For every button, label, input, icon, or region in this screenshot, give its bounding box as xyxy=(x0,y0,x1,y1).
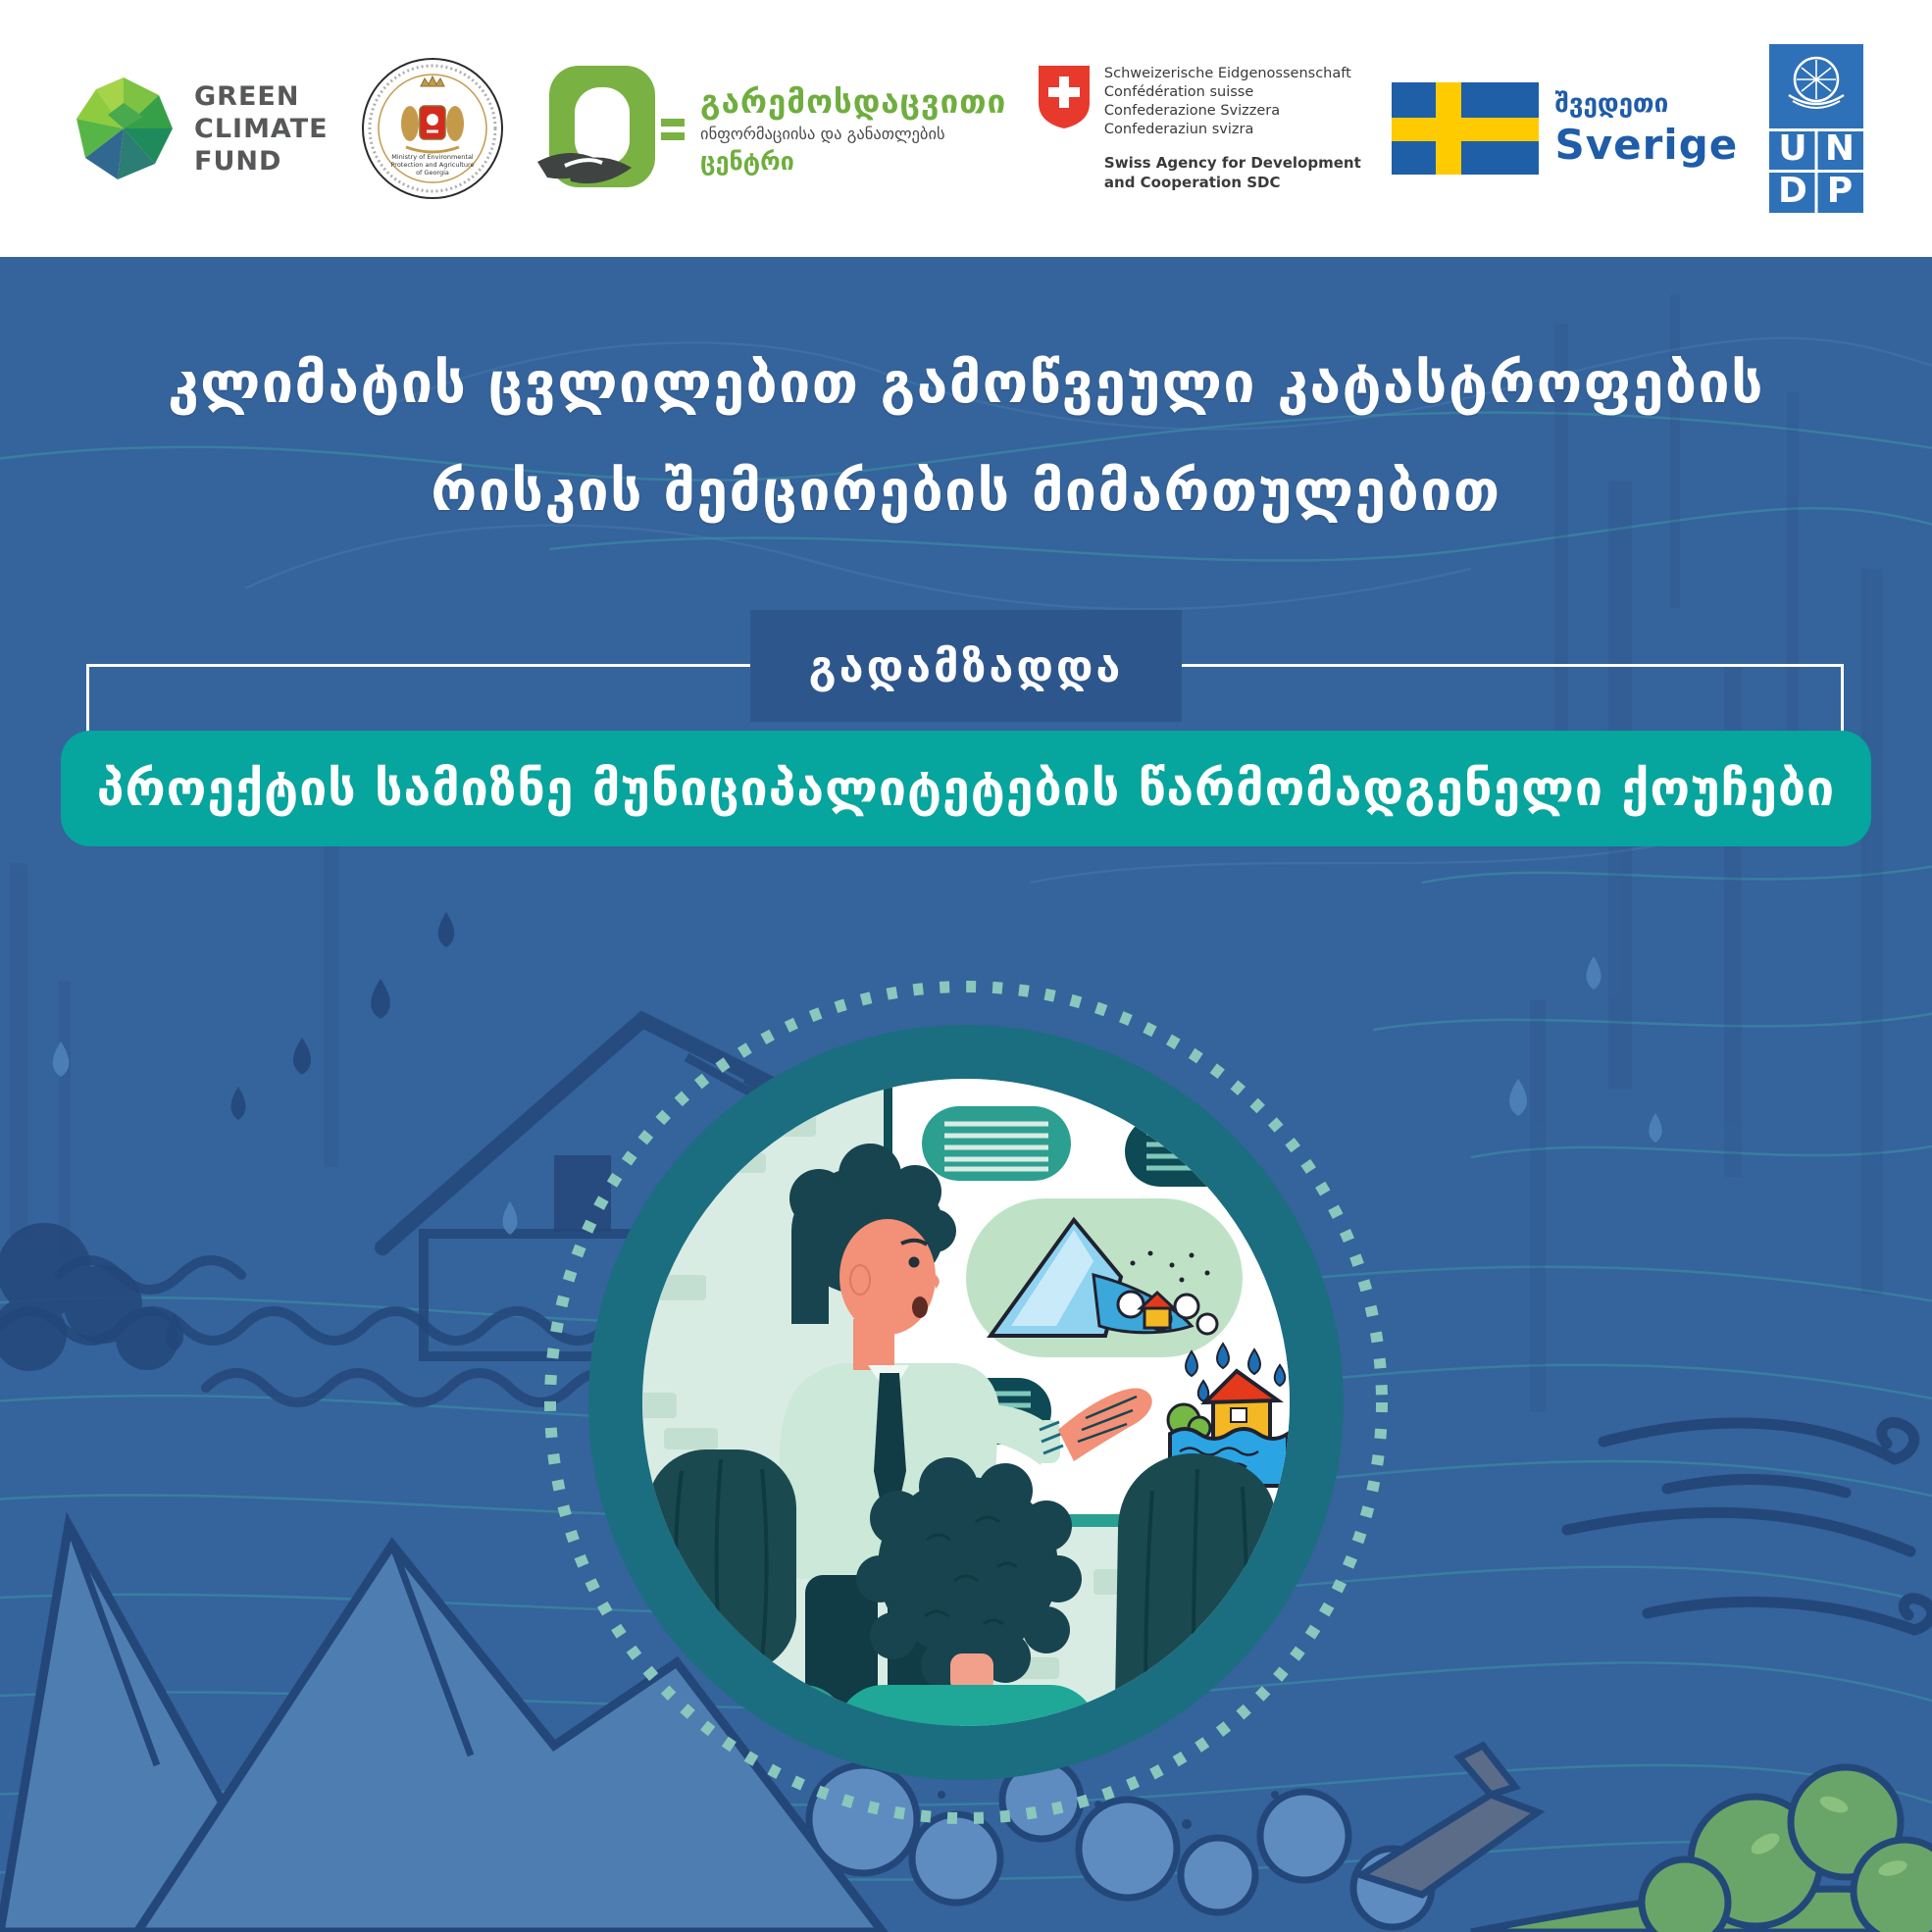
gcf-globe-icon xyxy=(69,70,178,187)
sweden-georgian: შვედეთი xyxy=(1554,88,1669,119)
bracket-line-left xyxy=(86,664,89,733)
undp-letter-u: U xyxy=(1778,128,1807,169)
gcf-line3: FUND xyxy=(194,145,282,177)
gcf-line1: GREEN xyxy=(194,80,300,112)
undp-letter-p: P xyxy=(1826,171,1854,211)
landslide-picture xyxy=(966,1198,1243,1357)
undp-icon xyxy=(1769,44,1863,213)
classroom-illustration xyxy=(544,981,1388,1824)
sweden-latin: Sverige xyxy=(1554,120,1739,169)
sweden-logo xyxy=(1392,82,1738,175)
title-line2: რისკის შემცირების მიმართულებით xyxy=(431,459,1501,524)
sdc-line1: Schweizerische Eidgenossenschaft xyxy=(1103,66,1351,81)
sdc-line4: Confederaziun svizra xyxy=(1103,122,1254,137)
striped-panel-teal xyxy=(922,1106,1071,1181)
eiec-logo xyxy=(537,64,1006,193)
ministry-line2: Protection and Agriculture xyxy=(390,161,475,169)
windstorm-illustration xyxy=(1361,1423,1932,1932)
gcf-wordmark xyxy=(194,80,329,178)
gcf-line2: CLIMATE xyxy=(194,113,329,144)
page-title xyxy=(0,330,1932,545)
ministry-seal-icon xyxy=(359,55,506,202)
sdc-line2: Confédération suisse xyxy=(1103,84,1254,100)
banner: პროექტის სამიზნე მუნიციპალიტეტების წარმომადგენელი ქოუჩები xyxy=(61,731,1871,846)
eiec-line3: ცენტრი xyxy=(700,146,794,176)
sdc-wordmark xyxy=(1104,65,1361,192)
bracket-line-right xyxy=(1841,664,1844,733)
sweden-flag-icon xyxy=(1392,82,1539,175)
undp-letter-d: D xyxy=(1778,171,1807,211)
status-badge: გადამზადდა xyxy=(750,610,1182,722)
undp-letter-n: N xyxy=(1824,128,1856,169)
partner-logo-bar xyxy=(0,0,1932,257)
sdc-agency1: Swiss Agency for Development xyxy=(1103,154,1361,172)
undp-logo xyxy=(1769,44,1863,213)
eiec-wordmark xyxy=(700,82,1006,176)
ministry-logo xyxy=(359,55,506,202)
sweden-wordmark xyxy=(1554,89,1738,169)
sdc-agency2: and Cooperation SDC xyxy=(1103,174,1281,191)
sdc-line3: Confederazione Svizzera xyxy=(1103,103,1281,119)
title-line1: კლიმატის ცვლილებით გამოწვეული კატასტროფების xyxy=(167,351,1765,416)
eiec-line2: ინფორმაციისა და განათლების xyxy=(700,124,945,143)
ministry-line1: Ministry of Environmental xyxy=(391,153,475,161)
eiec-line1: გარემოსდაცვითი xyxy=(700,81,1007,121)
sdc-logo xyxy=(1038,65,1361,192)
swiss-shield-icon xyxy=(1038,65,1091,129)
eiec-icon xyxy=(537,64,685,193)
ministry-line3: of Georgia xyxy=(416,169,450,177)
gcf-logo xyxy=(69,70,329,187)
